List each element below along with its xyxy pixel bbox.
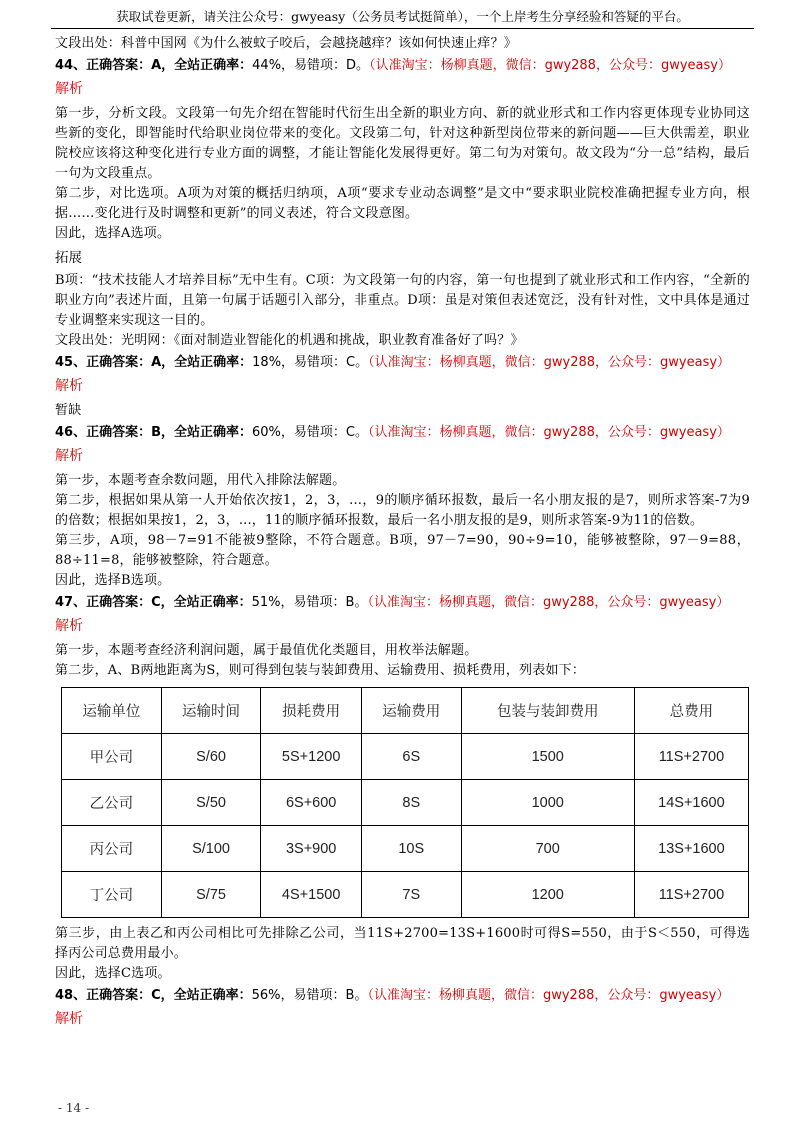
table-cell: 13S+1600 bbox=[634, 826, 748, 872]
table-cell: 1000 bbox=[461, 780, 634, 826]
table-cell: 5S+1200 bbox=[261, 734, 362, 780]
table-header-cell: 总费用 bbox=[634, 688, 748, 734]
q46-conclusion: 因此，选择B选项。 bbox=[55, 573, 171, 588]
q47-conclusion: 因此，选择C选项。 bbox=[55, 966, 171, 981]
q47-answer-line: 47、正确答案：C，全站正确率：51%，易错项：B。（认准淘宝：杨柳真题，微信：gwy288，公众号：gwyeasy） bbox=[55, 595, 730, 610]
table-cell: S/60 bbox=[161, 734, 261, 780]
q46-step1: 第一步，本题考查余数问题，用代入排除法解题。 bbox=[55, 473, 346, 488]
q44-jiexi-heading: 解析 bbox=[55, 81, 83, 97]
q47-jiexi-heading: 解析 bbox=[55, 618, 83, 634]
q46-step2: 第二步，根据如果从第一人开始依次按1，2，3，...，9的顺序循环报数，最后一名小朋友报的是7，则所求答案-7为9的倍数；根据如果按1，2，3，...，11的顺序循环报数，最后一名小朋友报的是9，则所求答案-9为11的倍数。 bbox=[55, 493, 750, 528]
table-header-cell: 包装与装卸费用 bbox=[461, 688, 634, 734]
table-cell: 4S+1500 bbox=[261, 872, 362, 918]
table-cell: 3S+900 bbox=[261, 826, 362, 872]
table-row bbox=[62, 780, 749, 826]
q44-extension: B项：“技术技能人才培养目标”无中生有。C项：为文段第一句的内容，第一句也提到了就业形式和工作内容，“全新的职业方向”表述片面，且第一句属于话题引入部分，非重点。D项：虽是对策但表述宽泛，没有针对性，文中具体是通过专业调整来实现这一目的。 bbox=[55, 273, 750, 328]
q44-step1: 第一步，分析文段。文段第一句先介绍在智能时代衍生出全新的职业方向、新的就业形式和工作内容更体现专业协同这些新的变化，即智能时代给职业岗位带来的变化。文段第二句，针对这种新型岗位带来的新问题——巨大供需差，职业院校应该将这种变化进行专业方面的调整，才能让智能化发展得更好。第二句为对策句。故文段为“分一总”结构，最后一句为文段重点。 bbox=[55, 106, 750, 181]
q44-tuozhan-heading: 拓展 bbox=[55, 250, 82, 266]
table-cell: 乙公司 bbox=[62, 780, 162, 826]
table-cell: 7S bbox=[361, 872, 461, 918]
table-row bbox=[62, 826, 749, 872]
table-cell: S/75 bbox=[161, 872, 261, 918]
table-cell: 甲公司 bbox=[62, 734, 162, 780]
table-cell: 1200 bbox=[461, 872, 634, 918]
table-cell: 6S+600 bbox=[261, 780, 362, 826]
table-cell: 6S bbox=[361, 734, 461, 780]
cost-table bbox=[61, 687, 749, 918]
document-page bbox=[55, 8, 750, 1034]
table-cell: S/100 bbox=[161, 826, 261, 872]
q48-jiexi-heading: 解析 bbox=[55, 1011, 83, 1027]
table-row bbox=[62, 734, 749, 780]
table-cell: 10S bbox=[361, 826, 461, 872]
table-cell: 丙公司 bbox=[62, 826, 162, 872]
q44-answer-line: 44、正确答案：A，全站正确率：44%，易错项：D。（认准淘宝：杨柳真题，微信：gwy288，公众号：gwyeasy） bbox=[55, 58, 731, 73]
table-header-cell: 运输单位 bbox=[62, 688, 162, 734]
q47-step2: 第二步，A、B两地距离为S，则可得到包装与装卸费用、运输费用、损耗费用，列表如下： bbox=[55, 663, 586, 678]
q47-step3: 第三步，由上表乙和丙公司相比可先排除乙公司，当11S+2700=13S+1600时可得S=550，由于S＜550，可得选择丙公司总费用最小。 bbox=[55, 926, 750, 961]
table-header-cell: 运输费用 bbox=[361, 688, 461, 734]
table-cell: 700 bbox=[461, 826, 634, 872]
q47-step1: 第一步，本题考查经济利润问题，属于最值优化类题目，用枚举法解题。 bbox=[55, 643, 478, 658]
q45-answer-line: 45、正确答案：A，全站正确率：18%，易错项：C。（认准淘宝：杨柳真题，微信：gwy288，公众号：gwyeasy） bbox=[55, 355, 731, 370]
table-row bbox=[62, 872, 749, 918]
table-cell: 丁公司 bbox=[62, 872, 162, 918]
q45-jiexi-heading: 解析 bbox=[55, 378, 83, 394]
table-header-cell: 运输时间 bbox=[161, 688, 261, 734]
q48-answer-line: 48、正确答案：C，全站正确率：56%，易错项：B。（认准淘宝：杨柳真题，微信：gwy288，公众号：gwyeasy） bbox=[55, 988, 730, 1003]
cost-table-header-row bbox=[62, 688, 749, 734]
table-cell: S/50 bbox=[161, 780, 261, 826]
table-cell: 8S bbox=[361, 780, 461, 826]
q44-source: 文段出处：光明网：《面对制造业智能化的机遇和挑战，职业教育准备好了吗？》 bbox=[55, 333, 524, 348]
q46-answer-line: 46、正确答案：B，全站正确率：60%，易错项：C。（认准淘宝：杨柳真题，微信：gwy288，公众号：gwyeasy） bbox=[55, 425, 730, 440]
table-cell: 1500 bbox=[461, 734, 634, 780]
q46-step3: 第三步，A项，98－7=91不能被9整除，不符合题意。B项，97－7=90，90÷9=10，能够被整除，97－9=88，88÷11=8，能够被整除，符合题意。 bbox=[55, 533, 750, 568]
table-cell: 11S+2700 bbox=[634, 872, 748, 918]
page-number: - 14 - bbox=[58, 1101, 90, 1115]
q44-conclusion: 因此，选择A选项。 bbox=[55, 226, 171, 241]
q45-note: 暂缺 bbox=[55, 403, 82, 418]
q43-source: 文段出处：科普中国网《为什么被蚊子咬后，会越挠越痒？该如何快速止痒？》 bbox=[55, 36, 518, 51]
q46-jiexi-heading: 解析 bbox=[55, 448, 83, 464]
q44-step2: 第二步，对比选项。A项为对策的概括归纳项，A项“要求专业动态调整”是文中“要求职业院校准确把握专业方向，根据……变化进行及时调整和更新”的同义表述，符合文段意图。 bbox=[55, 186, 750, 221]
table-header-cell: 损耗费用 bbox=[261, 688, 362, 734]
page-header: 获取试卷更新，请关注公众号：gwyeasy（公务员考试挺简单），一个上岸考生分享经验和答疑的平台。 bbox=[51, 8, 754, 29]
table-cell: 14S+1600 bbox=[634, 780, 748, 826]
table-cell: 11S+2700 bbox=[634, 734, 748, 780]
